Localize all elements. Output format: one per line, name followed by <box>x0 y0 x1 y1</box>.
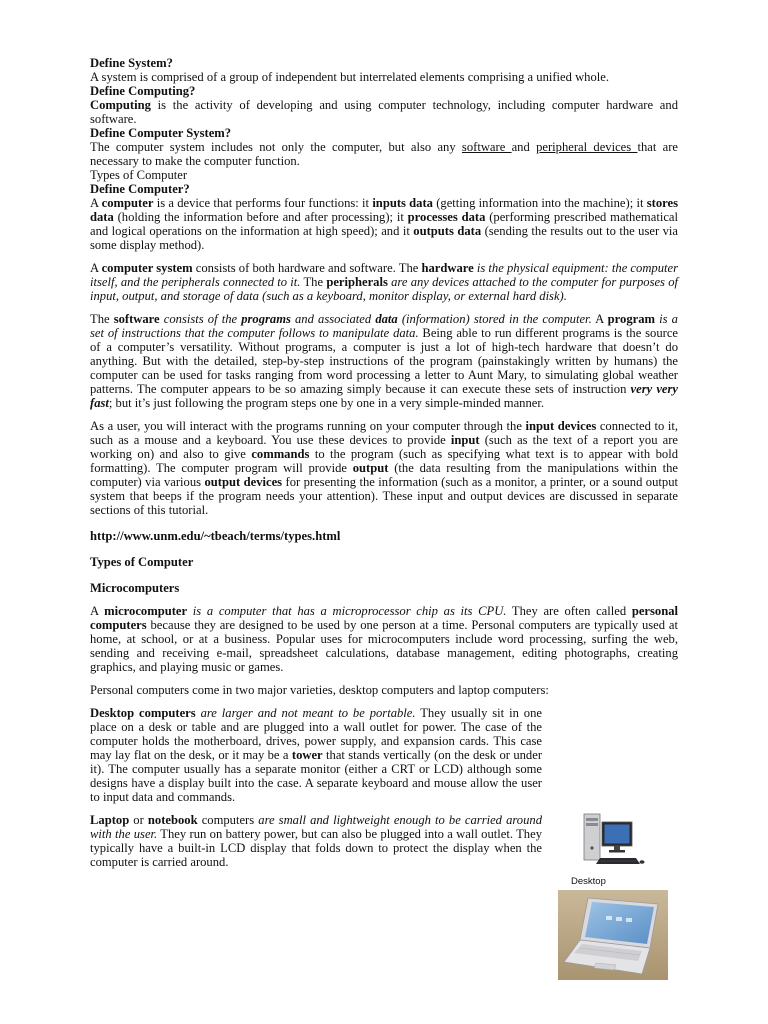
paragraph-computing: Computing is the activity of developing and using computer technology, including computer hardware and software. <box>90 98 678 126</box>
source-url[interactable]: http://www.unm.edu/~tbeach/terms/types.html <box>90 529 341 543</box>
types-line: Types of Computer <box>90 168 188 182</box>
laptop-computer-photo <box>558 890 668 980</box>
paragraph-computer-system: The computer system includes not only the computer, but also any software and peripheral devices that are necessary to make the computer function. <box>90 140 679 168</box>
link-software[interactable]: software <box>461 140 512 154</box>
caption-desktop: Desktop <box>571 876 606 887</box>
heading-define-computer: Define Computer? <box>90 182 190 196</box>
heading-define-computing: Define Computing? <box>90 84 196 98</box>
paragraph-software: The software consists of the programs and associated data (information) stored in the computer. A program is a set of instructions that the computer follows to manipulate data. Being able to run different programs is the source of a computer’s versatility. Without programs, a computer is just a lot of high-tech hardware that doesn’t do anything. But with the detailed, step-by-step instructions of the program (painstakingly written by humans) the computer can be used for tasks ranging from word processing a letter to Aunt Mary, to simulating global weather patterns. The computer appears to be so amazing simply because it can execute these sets of instruction very very fast; but it’s just following the program steps one by one in a very simple-minded manner. <box>90 312 678 410</box>
paragraph-computer: A computer is a device that performs four functions: it inputs data (getting information into the machine); it stores data (holding the information before and after processing); it processes data (performing prescribed mathematical and logical operations on the information at high speed); and it outputs data (sending the results out to the user via some display method). <box>90 196 678 252</box>
heading-microcomputers: Microcomputers <box>90 581 180 595</box>
paragraph-system: A system is comprised of a group of independent but interrelated elements comprising a unified whole. <box>90 70 610 84</box>
heading-types-of-computer: Types of Computer <box>90 555 194 569</box>
paragraph-laptop: Laptop or notebook computers are small and lightweight enough to be carried around with the user. They run on battery power, but can also be plugged into a wall outlet. They typically have a built-in LCD display that folds down to protect the display when the computer is carried around. <box>90 813 542 869</box>
paragraph-microcomputer: A microcomputer is a computer that has a microprocessor chip as its CPU. They are often called personal computers because they are designed to be used by one person at a time. Personal computers are typically used at home, at school, or at a business. Popular uses for microcomputers include word processing, surfing the web, sending and receiving e-mail, spreadsheet calculations, database management, editing photographs, creating graphics, and playing music or games. <box>90 604 678 674</box>
paragraph-desktop: Desktop computers are larger and not meant to be portable. They usually sit in one place on a desk or table and are plugged into a wall outlet for power. The case of the computer holds the motherboard, drives, power supply, and expansion cards. This case may lay flat on the desk, or it may be a tower that stands vertically (on the desk or under it). The computer usually has a separate monitor (either a CRT or LCD) although some designs have a display built into the case. A separate keyboard and mouse allow the user to input data and commands. <box>90 706 543 804</box>
desktop-computer-photo <box>570 808 648 874</box>
link-peripheral-devices[interactable]: peripheral devices <box>536 140 638 154</box>
document-page <box>90 56 678 869</box>
heading-define-computer-system: Define Computer System? <box>90 126 232 140</box>
paragraph-personal-computers: Personal computers come in two major varieties, desktop computers and laptop computers: <box>90 683 549 697</box>
paragraph-computer-system-hw: A computer system consists of both hardware and software. The hardware is the physical equipment: the computer itself, and the peripherals connected to it. The peripherals are any devices attached to the computer for purposes of input, output, and storage of data (such as a keyboard, monitor display, or external hard disk). <box>90 261 678 303</box>
heading-define-system: Define System? <box>90 56 173 70</box>
paragraph-user: As a user, you will interact with the programs running on your computer through the input devices connected to it, such as a mouse and a keyboard. You use these devices to provide input (such as the text of a report you are working on) and also to give commands to the program (such as specifying what text is to appear with bold formatting). The computer program will provide output (the data resulting from the manipulations within the computer) via various output devices for presenting the information (such as a monitor, a printer, or a sound output system that beeps if the program needs your attention). These input and output devices are discussed in separate sections of this tutorial. <box>90 419 679 517</box>
